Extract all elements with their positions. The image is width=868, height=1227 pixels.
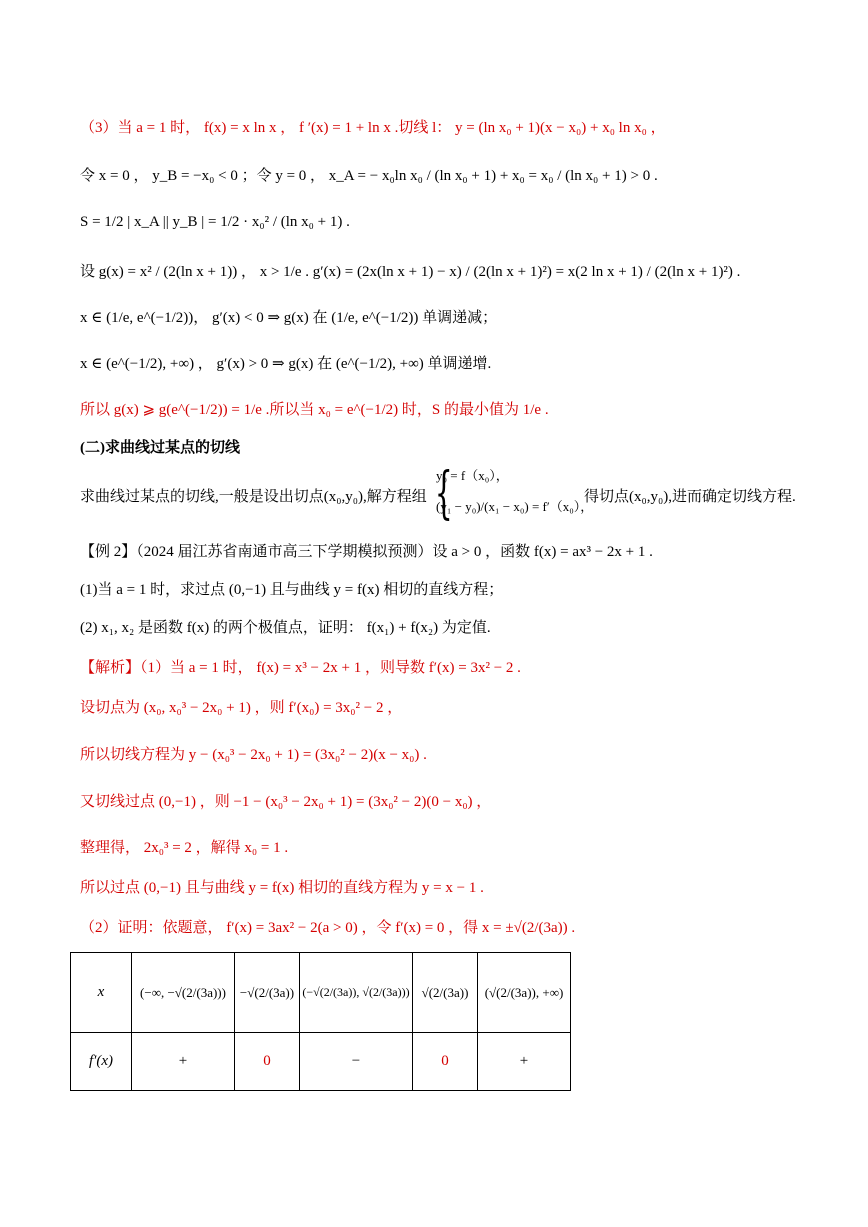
intro-b-text: 得切点(x₀,y₀),进而确定切线方程. <box>584 489 796 505</box>
sign-table-derivative-row <box>71 1033 571 1091</box>
example-text: 【例 2】（2024 届江苏省南通市高三下学期模拟预测）设 a > 0 ，函数 f(x) = ax³ − 2x + 1 . <box>80 544 653 560</box>
question-1 <box>80 580 503 600</box>
intro-a-text: 求曲线过某点的切线,一般是设出切点(x₀,y₀),解方程组 <box>80 489 427 505</box>
table-header-cell: (√(2/(3a)), +∞) <box>478 953 571 1033</box>
area-text: S = 1/2 | x_A || y_B | = 1/2 · x₀² / (ln x₀ + 1) . <box>80 214 350 230</box>
solution-3 <box>80 745 427 765</box>
solution-7 <box>80 918 575 938</box>
table-zero-cell: 0 <box>413 1033 478 1091</box>
table-header-cell: −√(2/(3a)) <box>235 953 300 1033</box>
line-minimum <box>80 400 549 420</box>
line-intercepts <box>80 166 658 186</box>
table-zero-cell: 0 <box>235 1033 300 1091</box>
table-sign-cell: + <box>478 1033 571 1091</box>
minimum-text: 所以 g(x) ⩾ g(e^(−1/2)) = 1/e .所以当 x₀ = e^(−1/2) 时，S 的最小值为 1/e . <box>80 402 549 418</box>
solution-1-text: 【解析】（1）当 a = 1 时， f(x) = x³ − 2x + 1 ，则导数 f′(x) = 3x² − 2 . <box>80 660 521 676</box>
decreasing-text: x ∈ (1/e, e^(−1/2))， g′(x) < 0 ⇒ g(x) 在 (1/e, e^(−1/2)) 单调递减； <box>80 310 498 326</box>
question-1-text: (1)当 a = 1 时，求过点 (0,−1) 且与曲线 y = f(x) 相切的直线方程； <box>80 582 504 598</box>
table-header-cell: √(2/(3a)) <box>413 953 478 1033</box>
solution-5-text: 整理得， 2x₀³ = 2 ，解得 x₀ = 1 . <box>80 840 289 856</box>
question-2-text: (2) x₁, x₂ 是函数 f(x) 的两个极值点，证明： f(x₁) + f(x₂) 为定值. <box>80 620 491 636</box>
sign-table <box>70 952 571 1091</box>
section-heading <box>80 438 240 458</box>
intro-left <box>80 487 427 507</box>
line-decreasing <box>80 308 497 328</box>
solution-6 <box>80 878 484 898</box>
table-header-cell: (−∞, −√(2/(3a))) <box>132 953 235 1033</box>
table-header-cell: x <box>71 953 132 1033</box>
system-eq2 <box>436 497 593 517</box>
table-header-cell: (−√(2/(3a)), √(2/(3a))) <box>300 953 413 1033</box>
solution-5 <box>80 838 288 858</box>
solution-4 <box>80 792 491 812</box>
solution-2 <box>80 698 402 718</box>
system-brace: { <box>434 461 453 526</box>
question-2 <box>80 618 491 638</box>
table-sign-cell: − <box>300 1033 413 1091</box>
sign-table-header-row <box>71 953 571 1033</box>
section-heading-text: (二)求曲线过某点的切线 <box>80 440 240 456</box>
solution-2-text: 设切点为 (x₀, x₀³ − 2x₀ + 1) ，则 f′(x₀) = 3x₀² − 2 ， <box>80 700 403 716</box>
solution-7-text: （2）证明：依题意， f′(x) = 3ax² − 2(a > 0) ，令 f′(x) = 0 ，得 x = ±√(2/(3a)) . <box>80 920 576 936</box>
part3-text: （3）当 a = 1 时， f(x) = x ln x ， f ′(x) = 1 + ln x .切线 l： y = (ln x₀ + 1)(x − x₀) + x₀ ln x₀ ， <box>80 120 666 136</box>
solution-1 <box>80 658 521 678</box>
table-sign-cell: + <box>132 1033 235 1091</box>
system-eq1 <box>436 466 509 486</box>
intro-right <box>584 487 796 507</box>
increasing-text: x ∈ (e^(−1/2), +∞) ， g′(x) > 0 ⇒ g(x) 在 (e^(−1/2), +∞) 单调递增. <box>80 356 492 372</box>
example-line <box>80 542 653 562</box>
solution-3-text: 所以切线方程为 y − (x₀³ − 2x₀ + 1) = (3x₀² − 2)(x − x₀) . <box>80 747 427 763</box>
line-increasing <box>80 354 491 374</box>
table-row-label: f′(x) <box>71 1033 132 1091</box>
line-g-def <box>80 262 740 282</box>
solution-4-text: 又切线过点 (0,−1) ，则 −1 − (x₀³ − 2x₀ + 1) = (3x₀² − 2)(0 − x₀) ， <box>80 794 492 810</box>
system-eq2-text: (y₁ − y₀)/(x₁ − x₀) = f′（x₀）， <box>436 499 594 514</box>
part3-line <box>80 118 666 138</box>
line-area <box>80 212 350 232</box>
g-def-text: 设 g(x) = x² / (2(ln x + 1)) ， x > 1/e . g′(x) = (2x(ln x + 1) − x) / (2(ln x + 1)²) = x(2 ln x + 1) / (2(ln x + 1)²) . <box>80 264 741 280</box>
intercepts-text: 令 x = 0 ， y_B = −x₀ < 0 ；令 y = 0 ， x_A = − x₀ln x₀ / (ln x₀ + 1) + x₀ = x₀ / (ln x₀ + 1) > 0 . <box>80 168 658 184</box>
solution-6-text: 所以过点 (0,−1) 且与曲线 y = f(x) 相切的直线方程为 y = x − 1 . <box>80 880 484 896</box>
system-eq1-text: y₀ = f（x₀）， <box>436 468 509 483</box>
